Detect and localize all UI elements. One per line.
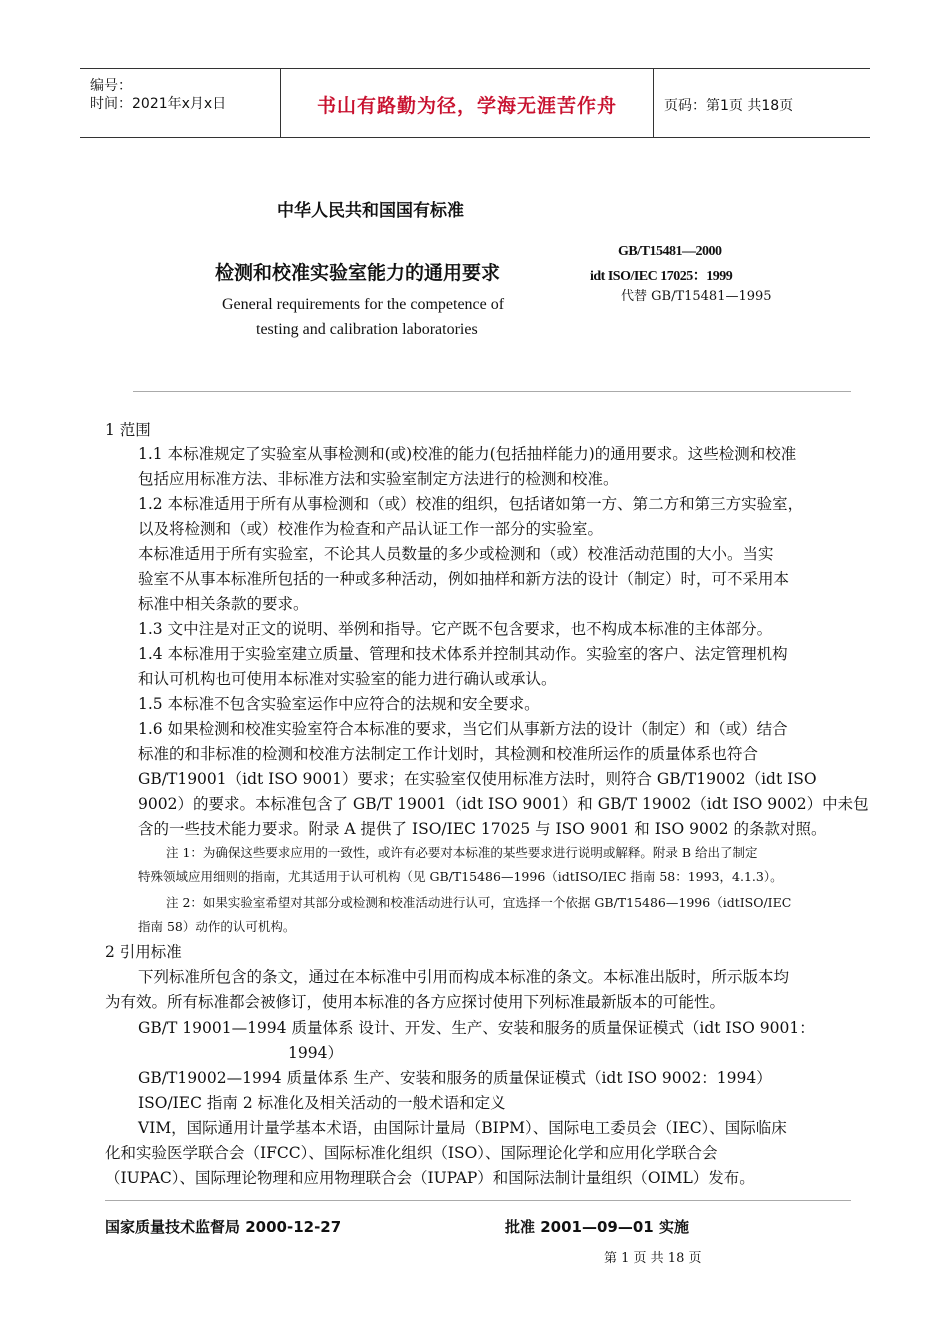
- text-line: 本标准适用于所有实验室，不论其人员数量的多少或检测和（或）校准活动范围的大小。当实: [138, 545, 774, 563]
- text-line: VIM，国际通用计量学基本术语，由国际计量局（BIPM）、国际电工委员会（IEC）、国际临床: [138, 1119, 787, 1137]
- note-line: 指南 58）动作的认可机构。: [138, 919, 296, 934]
- text-line: 1.6 如果检测和校准实验室符合本标准的要求，当它们从事新方法的设计（制定）和（或）结合: [138, 720, 788, 738]
- text-line: 以及将检测和（或）校准作为检查和产品认证工作一部分的实验室。: [138, 520, 604, 538]
- note-line: 特殊领域应用细则的指南，尤其适用于认可机构（见 GB/T15486—1996（idtISO/IEC 指南 58：1993，4.1.3）。: [138, 869, 783, 884]
- divider-top: [133, 391, 851, 392]
- page-title: 检测和校准实验室能力的通用要求: [215, 262, 501, 284]
- title-en-line1: General requirements for the competence of: [222, 296, 505, 313]
- section-2-heading: 2 引用标准: [105, 943, 182, 961]
- standard-code: GB/T15481—2000: [618, 244, 722, 259]
- text-line: 标准中相关条款的要求。: [138, 595, 309, 613]
- page-label: 页码：第1页 共18页: [664, 98, 794, 114]
- text-line: 下列标准所包含的条文，通过在本标准中引用而构成本标准的条文。本标准出版时，所示版本均: [138, 968, 790, 986]
- number-label: 编号：: [90, 78, 132, 94]
- text-line: 1.4 本标准用于实验室建立质量、管理和技术体系并控制其动作。实验室的客户、法定管理机构: [138, 645, 788, 663]
- reference-line: GB/T 19001—1994 质量体系 设计、开发、生产、安装和服务的质量保证模式（idt ISO 9001：: [138, 1019, 815, 1037]
- idt-code: idt ISO/IEC 17025：1999: [590, 269, 733, 284]
- text-line: 化和实验医学联合会（IFCC）、国际标准化组织（ISO）、国际理论化学和应用化学联合会: [105, 1144, 718, 1162]
- reference-line: 1994）: [288, 1044, 343, 1062]
- header-cell-motto: [281, 69, 654, 137]
- text-line: 为有效。所有标准都会被修订，使用本标准的各方应探讨使用下列标准最新版本的可能性。: [105, 993, 726, 1011]
- date-label: 时间：2021年x月x日: [90, 96, 227, 112]
- motto: 书山有路勤为径，学海无涯苦作舟: [316, 95, 617, 117]
- text-line: 含的一些技术能力要求。附录 A 提供了 ISO/IEC 17025 与 ISO 9001 和 ISO 9002 的条款对照。: [138, 820, 827, 838]
- text-line: 包括应用标准方法、非标准方法和实验室制定方法进行的检测和校准。: [138, 470, 619, 488]
- text-line: 1.1 本标准规定了实验室从事检测和(或)校准的能力(包括抽样能力)的通用要求。这些检测和校准: [138, 445, 797, 463]
- replaces-code: 代替 GB/T15481—1995: [621, 289, 772, 304]
- title-en-line2: testing and calibration laboratories: [256, 321, 478, 338]
- divider-bottom: [105, 1200, 851, 1201]
- approved-date: 批准 2001—09—01 实施: [505, 1218, 689, 1236]
- text-line: 1.3 文中注是对正文的说明、举例和指导。它产既不包含要求，也不构成本标准的主体部分。: [138, 620, 773, 638]
- section-1-heading: 1 范围: [105, 421, 151, 439]
- header-cell-info: [80, 69, 281, 137]
- text-line: （IUPAC）、国际理论物理和应用物理联合会（IUPAP）和国际法制计量组织（OIML）发布。: [105, 1169, 755, 1187]
- reference-line: GB/T19002—1994 质量体系 生产、安装和服务的质量保证模式（idt ISO 9002：1994）: [138, 1069, 772, 1087]
- page-number: 第 1 页 共 18 页: [604, 1251, 702, 1266]
- text-line: 9002）的要求。本标准包含了 GB/T 19001（idt ISO 9001）和 GB/T 19002（idt ISO 9002）中未包: [138, 795, 869, 813]
- reference-line: ISO/IEC 指南 2 标准化及相关活动的一般术语和定义: [138, 1094, 506, 1112]
- note-line: 注 1：为确保这些要求应用的一致性，或许有必要对本标准的某些要求进行说明或解释。附录 B 给出了制定: [166, 845, 758, 860]
- header-table: [80, 68, 870, 138]
- header-cell-page: [654, 69, 870, 137]
- text-line: 1.2 本标准适用于所有从事检测和（或）校准的组织，包括诸如第一方、第二方和第三方实验室，: [138, 495, 804, 513]
- issued-by: 国家质量技术监督局 2000-12-27: [105, 1218, 342, 1236]
- text-line: 验室不从事本标准所包括的一种或多种活动，例如抽样和新方法的设计（制定）时，可不采用本: [138, 570, 790, 588]
- text-line: 1.5 本标准不包含实验室运作中应符合的法规和安全要求。: [138, 695, 540, 713]
- standard-type: 中华人民共和国国有标准: [277, 201, 464, 221]
- text-line: 标准的和非标准的检测和校准方法制定工作计划时，其检测和校准所运作的质量体系也符合: [138, 745, 759, 763]
- text-line: GB/T19001（idt ISO 9001）要求；在实验室仅使用标准方法时，则符合 GB/T19002（idt ISO: [138, 770, 817, 788]
- text-line: 和认可机构也可使用本标准对实验室的能力进行确认或承认。: [138, 670, 557, 688]
- note-line: 注 2：如果实验室希望对其部分或检测和校准活动进行认可，宜选择一个依据 GB/T15486—1996（idtISO/IEC: [166, 895, 792, 910]
